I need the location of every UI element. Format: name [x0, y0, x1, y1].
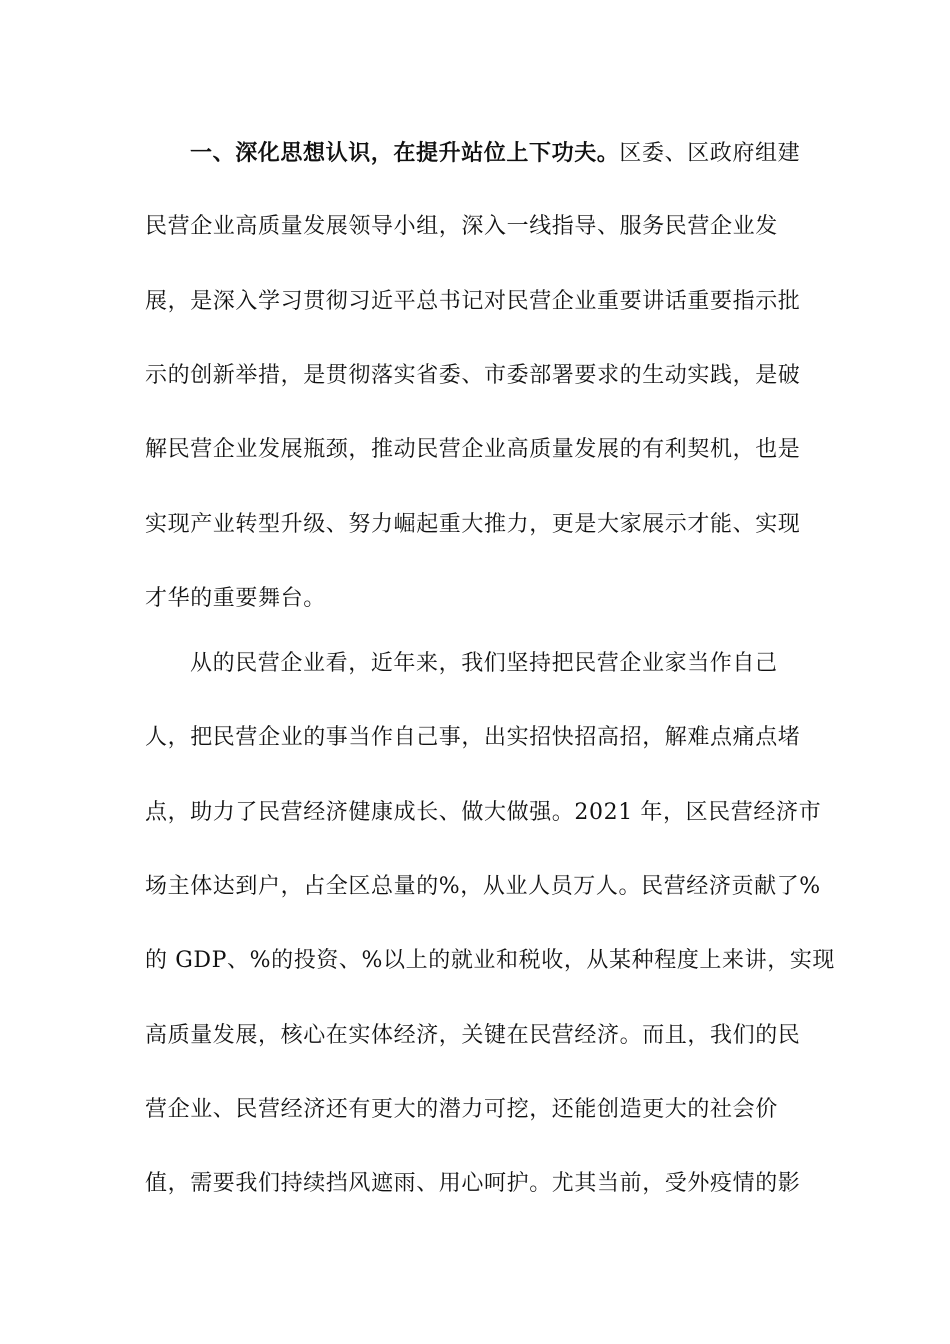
paragraph-1-line-1: [190, 138, 805, 169]
paragraph-1-line-4: 示的创新举措，是贯彻落实省委、市委部署要求的生动实践，是破: [145, 363, 801, 388]
paragraph-2-line-4: 场主体达到户，占全区总量的%，从业人员万人。民营经济贡献了%: [145, 874, 821, 899]
paragraph-2-line-1: 从的民营企业看，近年来，我们坚持把民营企业家当作自己: [190, 651, 778, 676]
paragraph-1-line-2: 民营企业高质量发展领导小组，深入一线指导、服务民营企业发: [145, 214, 778, 239]
paragraph-2-line-7: 营企业、民营经济还有更大的潜力可挖，还能创造更大的社会价: [145, 1097, 778, 1122]
paragraph-2-line-6: 高质量发展，核心在实体经济，关键在民营经济。而且，我们的民: [145, 1023, 801, 1048]
section-heading: 一、深化思想认识，在提升站位上下功夫。: [190, 140, 620, 166]
paragraph-2-line-5: 的 GDP、%的投资、%以上的就业和税收，从某种程度上来讲，实现: [145, 948, 836, 973]
paragraph-1-line-3: 展，是深入学习贯彻习近平总书记对民营企业重要讲话重要指示批: [145, 289, 801, 314]
paragraph-1-line-6: 实现产业转型升级、努力崛起重大推力，更是大家展示才能、实现: [145, 512, 801, 537]
paragraph-2-line-8: 值，需要我们持续挡风遮雨、用心呵护。尤其当前，受外疫情的影: [145, 1171, 801, 1196]
paragraph-1-line-7: 才华的重要舞台。: [145, 586, 326, 611]
paragraph-2-line-2: 人，把民营企业的事当作自己事，出实招快招高招，解难点痛点堵: [145, 725, 801, 750]
paragraph-1-line-5: 解民营企业发展瓶颈，推动民营企业高质量发展的有利契机，也是: [145, 437, 801, 462]
paragraph-2-line-3: 点，助力了民营经济健康成长、做大做强。2021 年，区民营经济市: [145, 800, 822, 825]
paragraph-1-line-1-text: 区委、区政府组建: [619, 141, 801, 166]
